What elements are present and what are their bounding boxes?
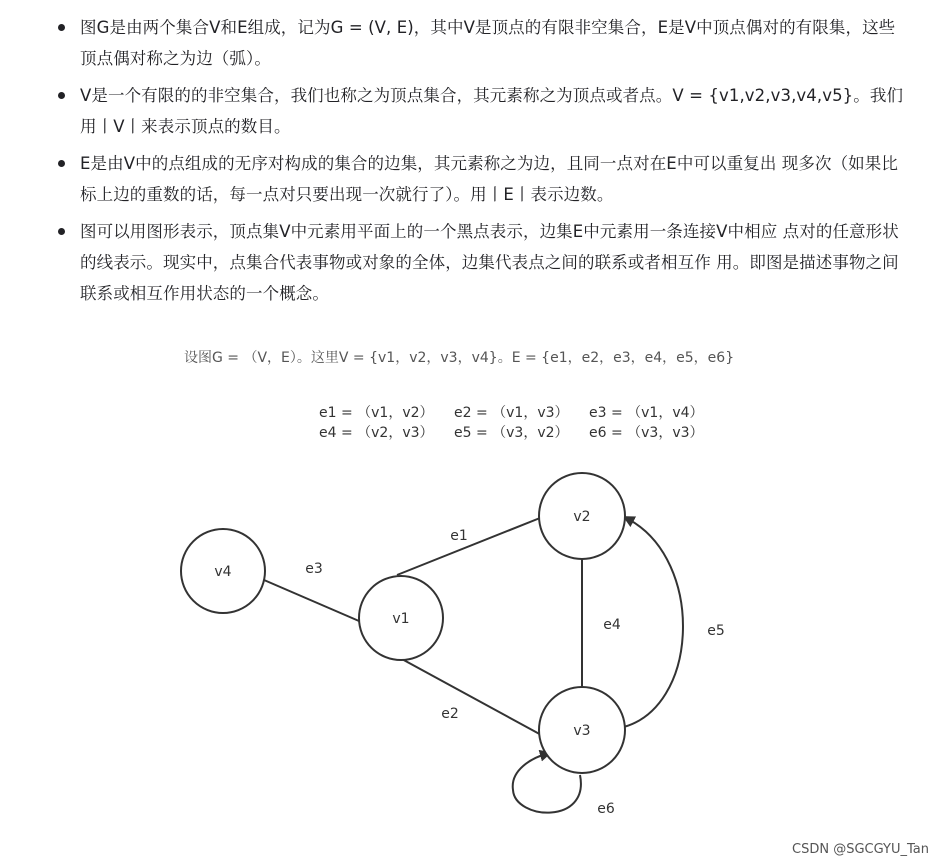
bullet-text: 图G是由两个集合V和E组成，记为G = (V, E)，其中V是顶点的有限非空集合，E是V中顶点偶对的有限集，这些顶点偶对称之为边（弧）。 xyxy=(80,18,896,68)
graph-figure xyxy=(0,330,943,830)
edge-label-e1: e1 xyxy=(450,528,468,544)
bullet-icon xyxy=(58,92,65,99)
edge-label-e6: e6 xyxy=(597,801,615,817)
definition-list xyxy=(57,12,907,315)
edge-label-e2: e2 xyxy=(441,706,459,722)
node-label-v4: v4 xyxy=(214,564,232,580)
bullet-icon xyxy=(58,160,65,167)
edge-e3-line xyxy=(264,580,359,621)
edge-e5-curve xyxy=(620,519,683,728)
edge-e2-line xyxy=(400,658,545,737)
edge-def-e5: e5 = （v3，v2） xyxy=(454,425,569,441)
bullet-text: E是由V中的点组成的无序对构成的集合的边集，其元素称之为边，且同一点对在E中可以重复出 现多次（如果比标上边的重数的话，每一点对只要出现一次就行了）。用丨E丨表示边数。 xyxy=(80,154,898,204)
edge-label-e3: e3 xyxy=(305,561,323,577)
bullet-icon xyxy=(58,228,65,235)
list-item xyxy=(57,80,907,142)
list-item xyxy=(57,148,907,210)
list-item xyxy=(57,216,907,309)
node-label-v3: v3 xyxy=(573,723,591,739)
edge-def-e2: e2 = （v1，v3） xyxy=(454,405,569,421)
edge-def-e4: e4 = （v2，v3） xyxy=(319,425,434,441)
bullet-icon xyxy=(58,24,65,31)
bullet-text: V是一个有限的的非空集合，我们也称之为顶点集合，其元素称之为顶点或者点。V = {v1,v2,v3,v4,v5}。我们用丨V丨来表示顶点的数目。 xyxy=(80,86,904,136)
graph-diagram xyxy=(0,330,943,830)
edge-label-e5: e5 xyxy=(707,623,725,639)
edge-def-e3: e3 = （v1，v4） xyxy=(589,405,704,421)
edge-def-e6: e6 = （v3，v3） xyxy=(589,425,704,441)
edge-e1-line xyxy=(397,516,545,575)
node-label-v1: v1 xyxy=(392,611,410,627)
bullet-text: 图可以用图形表示，顶点集V中元素用平面上的一个黑点表示，边集E中元素用一条连接V中相应 点对的任意形状的线表示。现实中，点集合代表事物或对象的全体，边集代表点之间的联系或者相互作 用。即图是描述事物之间联系或相互作用状态的一个概念。 xyxy=(80,222,899,303)
edge-label-e4: e4 xyxy=(603,617,621,633)
watermark: CSDN @SGCGYU_Tan xyxy=(792,842,929,857)
list-item xyxy=(57,12,907,74)
set-definition: 设图G = （V，E）。这里V = {v1，v2，v3，v4}。E = {e1，e2，e3，e4，e5，e6} xyxy=(184,350,735,366)
node-label-v2: v2 xyxy=(573,509,591,525)
edge-def-e1: e1 = （v1，v2） xyxy=(319,405,434,421)
